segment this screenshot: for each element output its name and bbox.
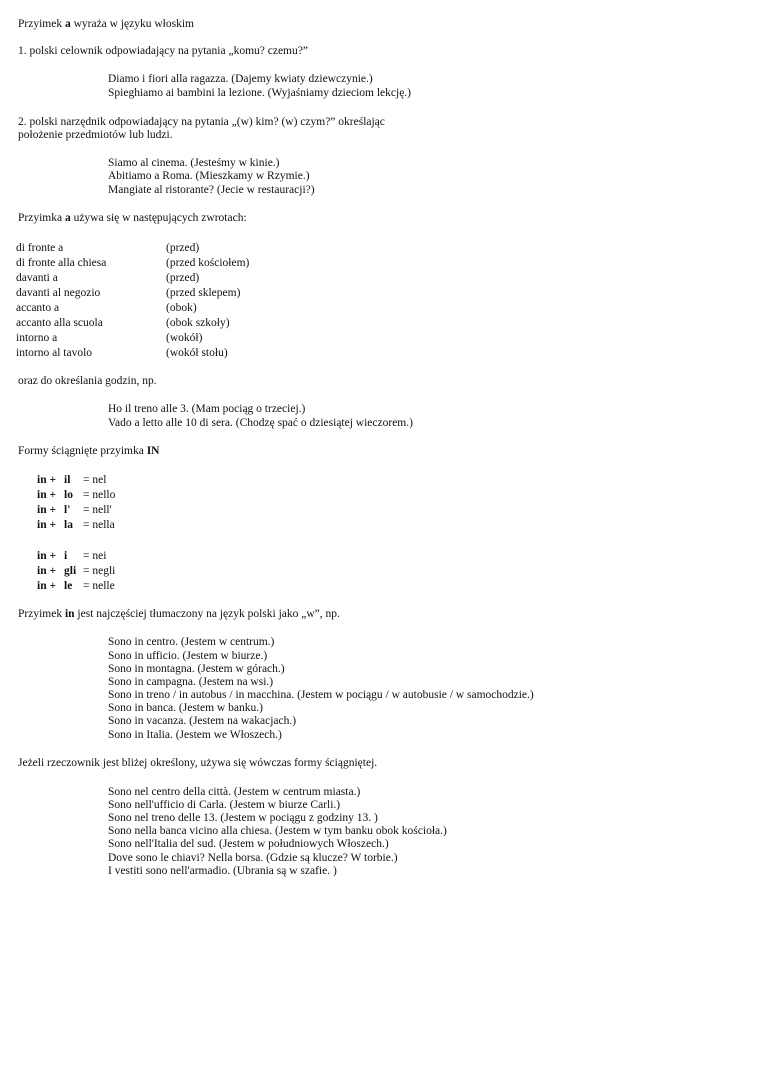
- example-line: Vado a letto alle 10 di sera. (Chodzę spać o dziesiątej wieczorem.): [108, 417, 413, 429]
- form-result: = nello: [83, 489, 116, 501]
- form-prefix: in +: [37, 580, 57, 592]
- example-line: Sono nella banca vicino alla chiesa. (Jestem w tym banku obok kościoła.): [108, 825, 447, 837]
- phrases-heading: Przyimka a używa się w następujących zwrotach:: [18, 212, 247, 224]
- form-prefix: in +: [37, 565, 57, 577]
- example-line: Sono nell'Italia del sud. (Jestem w południowych Włoszech.): [108, 838, 389, 850]
- example-line: Sono in Italia. (Jestem we Włoszech.): [108, 729, 282, 741]
- phrase-italian: davanti a: [16, 272, 58, 284]
- point-2-line: 2. polski narzędnik odpowiadający na pytania „(w) kim? (w) czym?” określając: [18, 116, 385, 128]
- example-line: Spieghiamo ai bambini la lezione. (Wyjaśniamy dzieciom lekcję.): [108, 87, 411, 99]
- form-prefix: in +: [37, 519, 57, 531]
- phrase-polish: (wokół): [166, 332, 203, 344]
- phrase-italian: accanto a: [16, 302, 60, 314]
- form-result: = nelle: [83, 580, 115, 592]
- definite-noun-note: Jeżeli rzeczownik jest bliżej określony, używa się wówczas formy ściągniętej.: [18, 757, 378, 769]
- form-article: lo: [64, 489, 73, 501]
- form-prefix: in +: [37, 504, 57, 516]
- example-line: Sono in treno / in autobus / in macchina. (Jestem w pociągu / w autobusie / w samochodzie.): [108, 689, 534, 701]
- phrase-polish: (przed): [166, 242, 200, 254]
- example-line: Diamo i fiori alla ragazza. (Dajemy kwiaty dziewczynie.): [108, 73, 373, 85]
- point-2-line: położenie przedmiotów lub ludzi.: [18, 129, 173, 141]
- form-article: l': [64, 504, 71, 516]
- intro-heading: Przyimek a wyraża w języku włoskim: [18, 18, 194, 30]
- example-line: Ho il treno alle 3. (Mam pociąg o trzeciej.): [108, 403, 306, 415]
- example-line: Sono in centro. (Jestem w centrum.): [108, 636, 275, 648]
- example-line: Sono in campagna. (Jestem na wsi.): [108, 676, 274, 688]
- form-article: le: [64, 580, 73, 592]
- example-line: Sono nel treno delle 13. (Jestem w pociągu z godziny 13. ): [108, 812, 378, 824]
- phrase-italian: intorno al tavolo: [16, 347, 93, 359]
- phrase-italian: intorno a: [16, 332, 58, 344]
- form-result: = nella: [83, 519, 115, 531]
- example-line: I vestiti sono nell'armadio. (Ubrania są w szafie. ): [108, 865, 337, 877]
- example-line: Siamo al cinema. (Jesteśmy w kinie.): [108, 157, 280, 169]
- form-prefix: in +: [37, 550, 57, 562]
- form-result: = nei: [83, 550, 107, 562]
- example-line: Sono in ufficio. (Jestem w biurze.): [108, 650, 268, 662]
- example-line: Sono nel centro della città. (Jestem w centrum miasta.): [108, 786, 361, 798]
- example-line: Sono nell'ufficio di Carla. (Jestem w biurze Carli.): [108, 799, 341, 811]
- example-line: Sono in banca. (Jestem w banku.): [108, 702, 263, 714]
- phrase-polish: (obok): [166, 302, 197, 314]
- phrase-polish: (wokół stołu): [166, 347, 228, 359]
- form-result: = nel: [83, 474, 107, 486]
- phrase-polish: (przed kościołem): [166, 257, 250, 269]
- phrase-polish: (obok szkoły): [166, 317, 230, 329]
- form-result: = nell': [83, 504, 112, 516]
- example-line: Sono in vacanza. (Jestem na wakacjach.): [108, 715, 297, 727]
- phrase-italian: accanto alla scuola: [16, 317, 103, 329]
- example-line: Abitiamo a Roma. (Mieszkamy w Rzymie.): [108, 170, 310, 182]
- form-prefix: in +: [37, 474, 57, 486]
- contracted-forms-heading: Formy ściągnięte przyimka IN: [18, 445, 160, 457]
- form-article: il: [64, 474, 71, 486]
- form-article: i: [64, 550, 68, 562]
- phrase-italian: di fronte a: [16, 242, 64, 254]
- form-prefix: in +: [37, 489, 57, 501]
- phrase-polish: (przed sklepem): [166, 287, 241, 299]
- form-article: gli: [64, 565, 77, 577]
- point-1: 1. polski celownik odpowiadający na pytania „komu? czemu?”: [18, 45, 308, 57]
- in-usage-heading: Przyimek in jest najczęściej tłumaczony na język polski jako „w”, np.: [18, 608, 340, 620]
- example-line: Dove sono le chiavi? Nella borsa. (Gdzie są klucze? W torbie.): [108, 852, 398, 864]
- hours-note: oraz do określania godzin, np.: [18, 375, 157, 387]
- phrase-italian: di fronte alla chiesa: [16, 257, 107, 269]
- form-article: la: [64, 519, 73, 531]
- example-line: Mangiate al ristorante? (Jecie w restauracji?): [108, 184, 315, 196]
- phrase-italian: davanti al negozio: [16, 287, 101, 299]
- example-line: Sono in montagna. (Jestem w górach.): [108, 663, 285, 675]
- form-result: = negli: [83, 565, 116, 577]
- phrase-polish: (przed): [166, 272, 200, 284]
